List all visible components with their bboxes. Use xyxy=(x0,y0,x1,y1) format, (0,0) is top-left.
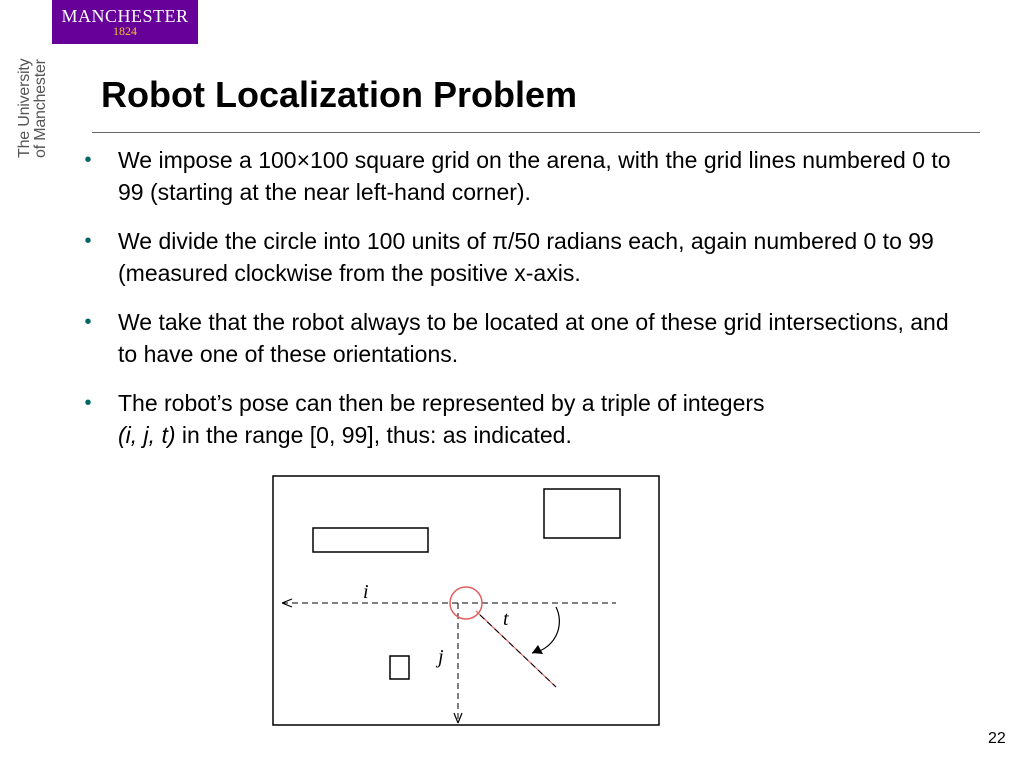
bullet-icon: • xyxy=(84,149,92,171)
arena-diagram xyxy=(270,473,662,729)
bullet-text: We divide the circle into 100 units of π/50 radians each, again numbered 0 to 99 (measured clockwise from the positive x-axis. xyxy=(118,228,934,286)
bullet-text: We take that the robot always to be located at one of these grid intersections, and to have one of these orientations. xyxy=(118,309,949,367)
side-branding-line2: of Manchester xyxy=(32,59,49,158)
bullet-text-continued: in the range [0, 99], thus: as indicated. xyxy=(175,422,572,448)
label-i: i xyxy=(363,581,369,603)
slide-title: Robot Localization Problem xyxy=(101,74,578,115)
bullet-item xyxy=(80,225,970,289)
page-number: 22 xyxy=(988,730,1006,747)
arena-boundary xyxy=(273,476,659,725)
logo-wordmark: MANCHESTER xyxy=(61,6,189,26)
bullet-text: We impose a 100×100 square grid on the arena, with the grid lines numbered 0 to 99 (starting at the near left-hand corner). xyxy=(118,147,951,205)
side-branding-line1: The University xyxy=(16,58,33,158)
angle-arrowhead xyxy=(532,645,543,654)
bullet-list xyxy=(80,144,970,468)
obstacle-small xyxy=(390,656,409,679)
bullet-icon: • xyxy=(84,230,92,252)
university-logo xyxy=(52,0,198,44)
bullet-icon: • xyxy=(84,311,92,333)
side-branding xyxy=(17,38,49,158)
obstacle-square xyxy=(544,489,620,538)
bullet-item xyxy=(80,387,970,451)
bullet-text: The robot’s pose can then be represented by a triple of integers xyxy=(118,390,765,416)
bullet-icon: • xyxy=(84,392,92,414)
pose-triple: (i, j, t) xyxy=(118,422,176,448)
bullet-item xyxy=(80,306,970,370)
label-j: j xyxy=(438,646,444,668)
bullet-item xyxy=(80,144,970,208)
label-t: t xyxy=(503,608,509,630)
obstacle-wide xyxy=(313,528,428,552)
angle-arc xyxy=(532,607,559,653)
title-divider xyxy=(92,132,980,133)
logo-year: 1824 xyxy=(113,24,137,38)
